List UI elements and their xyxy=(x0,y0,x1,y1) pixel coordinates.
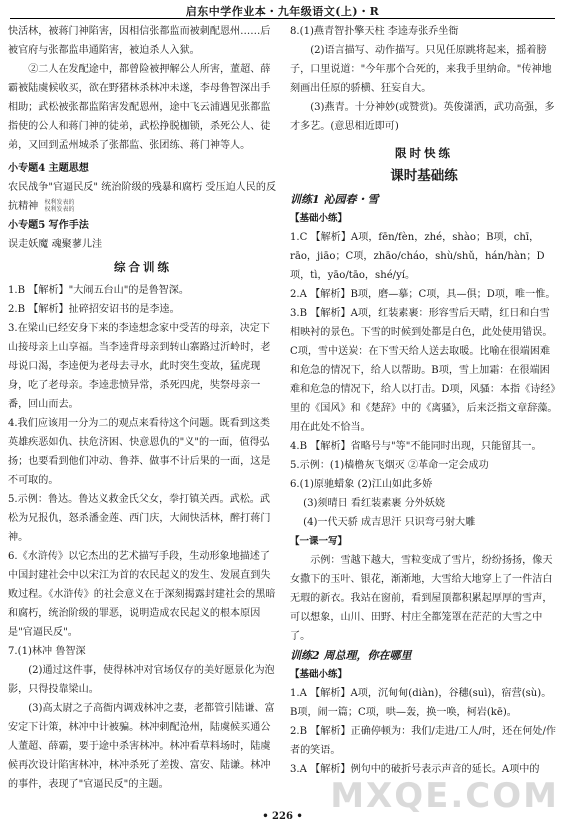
page-number: • 226 • xyxy=(262,811,303,822)
answer-item: 1.A 【解析】A项，沉甸甸(diàn)，谷穗(suì)，宿营(sù)。B项，闹一篇；C项，哄—轰，换一唤，柯岩(kē)。 xyxy=(290,688,552,718)
training2-title: 训练2 周总理，你在哪里 xyxy=(290,649,412,662)
section-title-comprehensive: 综合训练 xyxy=(114,260,172,274)
topic4-answer xyxy=(8,178,278,216)
answer-paragraph: 快活林，被蒋门神陷害，因相信张都监而被刺配恩州……后被官府与张都监串通陷害，被迫杀人入狱。 xyxy=(8,26,271,56)
answer-item: 4.我们应该用一分为二的观点来看待这个问题。既看到这类英雄疾恶如仇、扶危济困、快意恩仇的"义"的一面，值得弘扬；也要看到他们冲动、鲁莽、做事不计后果的一面，这是不可取的。 xyxy=(8,418,271,486)
answer-item: 2.B 【解析】正确停顿为：我们/走进/工人/时，还在何处/作者的笑语。 xyxy=(290,726,557,756)
topic5-answer: 误走妖魔 魂聚蓼儿洼 xyxy=(8,239,103,250)
answer-item: 6.《水浒传》以它杰出的艺术描写手段，生动形象地描述了中国封建社会中以宋江为首的农民起义的发生、发展直到失败过程。《水浒传》的社会意义在于深刻揭露封建社会的黑暗和腐朽，统治阶级的罪恶，说明造成农民起义的根本原因是"官逼民反"。 xyxy=(8,551,276,638)
topic5-label: 小专题5 xyxy=(8,220,46,231)
answer-item: (3)燕青。十分神妙(或赞赏)。英俊潇洒，武功高强，多才多艺。(意思相近即可) xyxy=(290,102,555,132)
answer-item: 3.在梁山已经安身下来的李逵想念家中受苦的母亲，决定下山接母亲上山享福。当李逵背母亲到转山寨路过沂岭时，老母说口渴，李逵便为老母去寻水，此时突生变故，猛虎现身，吃了老母亲。李逵悲愤异常，杀死四虎，奘祭母亲一番，回山而去。 xyxy=(8,323,271,410)
answer-item: (2)语言描写、动作描写。只见任原跳将起来，摇着膀子，口里说道："今年那个合死的，来我手里纳命。"传神地刻画出任原的骄横、狂妄自大。 xyxy=(290,45,552,94)
topic5-heading xyxy=(8,216,278,235)
topic4-label: 小专题4 xyxy=(8,163,46,174)
answer-item: 3.A 【解析】例句中的破折号表示声音的延长。A项中的 xyxy=(290,764,540,775)
note-line: 权利发表的 xyxy=(44,199,75,206)
basic-practice-label: 【基础小练】 xyxy=(290,669,348,680)
watermark: MXQE.COM xyxy=(330,776,559,816)
header-title: 启东中学作业本・九年级语文(上)・R xyxy=(185,5,380,18)
section-title-timed: 限时快练 xyxy=(395,146,453,160)
handwritten-note xyxy=(45,199,75,213)
page-header xyxy=(0,0,565,22)
topic4-answer-text: 农民战争"官逼民反" 统治阶级的残暴和腐朽 受压迫人民的反抗精神 xyxy=(8,182,277,212)
training1-title: 训练1 沁园春・雪 xyxy=(290,193,379,206)
left-column xyxy=(8,22,278,794)
answer-item: 1.B 【解析】"大闹五台山"的是鲁智深。 xyxy=(8,285,189,296)
topic4-title: 主题思想 xyxy=(48,163,89,174)
answer-item: 6.(1)原驰蜡象 (2)江山如此多娇 xyxy=(290,479,433,490)
answer-item: (3)须晴日 看红装素裹 分外妖娆 xyxy=(303,498,445,509)
right-column xyxy=(290,22,558,779)
answer-item: 3.B 【解析】A项，红装素裹：形容雪后天晴，红日和白雪相映衬的景色。下雪的时候到处都是白色，此处使用错误。C项，雪中送炭：在下雪天给人送去取暖。比喻在很端困难和危急的情况下，给人以帮助。B项，雪上加霜：在很端困难和危急的情况下，给人以打击。D项，风骚：本指《诗经》里的《国风》和《楚辞》中的《离骚》，后来泛指文章辞藻。用在此处不恰当。 xyxy=(290,308,558,433)
answer-item: 5.示例：(1)樯橹灰飞烟灭 ②革命一定会成功 xyxy=(290,460,489,471)
answer-item: (2)通过这件事，使得林冲对官场仅存的美好愿景化为泡影，只得投靠梁山。 xyxy=(8,665,275,695)
answer-item: (3)高太尉之子高衙内调戏林冲之妻，老都管引陆谦、富安定下计策，林冲中计被骗。林冲刺配沧州，陆虞候买通公人董超、薛霸，要于途中杀害林冲。林冲看草料场时，陆虞候再次设计陷害林冲，林冲杀死了差拨、富安、陆谦。林冲的事件，表现了"官逼民反"的主题。 xyxy=(8,703,275,790)
answer-item: (4)一代天骄 成吉思汗 只识弯弓射大雕 xyxy=(303,517,476,528)
big-title-basics: 课时基础练 xyxy=(390,168,458,184)
topic4-heading xyxy=(8,159,278,178)
answer-item: 2.B 【解析】扯碎招安诏书的是李逵。 xyxy=(8,304,180,315)
topic5-title: 写作手法 xyxy=(48,220,89,231)
note-line: 权利发表的 xyxy=(44,206,75,213)
answer-item: 8.(1)燕青智扑擎天柱 李逵寿张乔坐衙 xyxy=(290,26,459,37)
practice-label: 【一课一写】 xyxy=(290,536,348,547)
header-rule xyxy=(10,18,555,19)
answer-item: 1.C 【解析】A项，fēn/fèn，zhé，shào；B项，chī，rāo，jiāo；C项，zhāo/cháo，shù/shǔ，hán/hàn；D项，tì，yāo/tāo，shé/yí。 xyxy=(290,232,545,281)
answer-item: 5.示例：鲁达。鲁达义救金氏父女，拳打镇关西。武松。武松为兄报仇，怒杀潘金莲、西门庆，大闹快活林，醉打蒋门神。 xyxy=(8,494,271,543)
answer-item: 4.B 【解析】省略号与"等"不能同时出现，只能留其一。 xyxy=(290,441,542,452)
answer-item: 2.A 【解析】B项，磨—摹；C项，具—俱；D项，唯一惟。 xyxy=(290,289,556,300)
answer-item: 7.(1)林冲 鲁智深 xyxy=(8,646,86,657)
practice-text: 示例：雪越下越大，雪粒变成了雪片，纷纷扬扬，像天女撒下的玉叶、银花，渐渐地，大雪给大地穿上了一件洁白无瑕的新衣。我站在窗前，看到屋顶都积累起厚厚的雪声，可以想象，山川、田野、村庄全都笼罩在茫茫的大雪之中了。 xyxy=(290,555,553,642)
basic-practice-label: 【基础小练】 xyxy=(290,213,348,224)
answer-paragraph: ②二人在发配途中，都曾险被押解公人所害，董超、薛霸被陆虞候收买，欲在野猪林杀林冲未遂，李母鲁智深出手相助；武松被张都监陷害发配恩州，途中飞云浦遇见张都监指使的公人和蒋门神的徒弟，武松挣脱枷锁，杀死公人、徒弟，又回到孟州城杀了张都监、张团练、蒋门神等人。 xyxy=(8,64,271,151)
